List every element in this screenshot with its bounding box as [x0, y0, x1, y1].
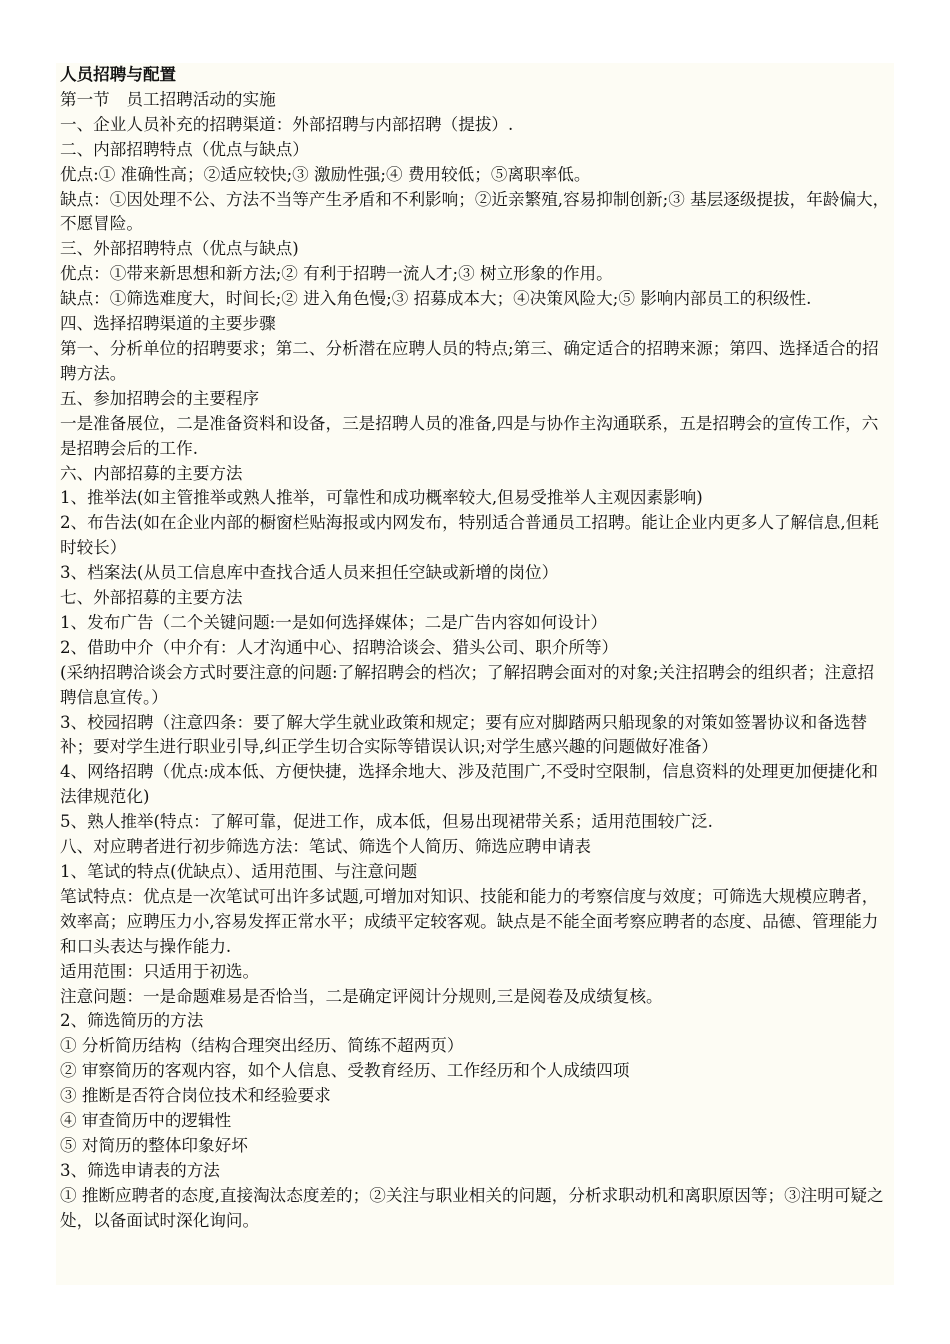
document-paragraph: 第一节 员工招聘活动的实施: [60, 89, 276, 109]
document-paragraph: 优点:① 准确性高；②适应较快;③ 激励性强;④ 费用较低；⑤离职率低。: [60, 164, 591, 184]
document-paragraph: 二、内部招聘特点（优点与缺点）: [60, 139, 309, 159]
document-paragraph: 七、外部招募的主要方法: [60, 588, 243, 608]
document-title: 人员招聘与配置: [60, 65, 177, 84]
document-paragraph: 2、布告法(如在企业内部的橱窗栏贴海报或内网发布，特别适合普通员工招聘。能让企业内更多人了解信息,但耗时较长）: [60, 513, 879, 558]
document-paragraph: 1、推举法(如主管推举或熟人推举，可靠性和成功概率较大,但易受推举人主观因素影响): [60, 488, 703, 508]
document-paragraph: 八、对应聘者进行初步筛选方法：笔试、筛选个人简历、筛选应聘申请表: [60, 837, 591, 857]
document-paragraph: 4、网络招聘（优点:成本低、方便快捷，选择余地大、涉及范围广,不受时空限制，信息资料的处理更加便捷化和法律规范化): [60, 762, 878, 807]
document-paragraph: ② 审察简历的客观内容，如个人信息、受教育经历、工作经历和个人成绩四项: [60, 1061, 630, 1081]
document-paragraph: 笔试特点：优点是一次笔试可出许多试题,可增加对知识、技能和能力的考察信度与效度；可筛选大规模应聘者，效率高；应聘压力小,容易发挥正常水平；成绩平定较客观。缺点是不能全面考察应聘者的态度、品德、管理能力和口头表达与操作能力.: [60, 886, 879, 956]
document-paragraph: 五、参加招聘会的主要程序: [60, 388, 260, 408]
document-paragraph: 3、档案法(从员工信息库中查找合适人员来担任空缺或新增的岗位）: [60, 563, 559, 583]
document-paragraph: 注意问题：一是命题难易是否恰当，二是确定评阅计分规则,三是阅卷及成绩复核。: [60, 986, 663, 1006]
document-paragraph: 3、校园招聘（注意四条：要了解大学生就业政策和规定；要有应对脚踏两只船现象的对策如签署协议和备选替补；要对学生进行职业引导,纠正学生切合实际等错误认识;对学生感兴趣的问题做好准备）: [60, 712, 868, 757]
document-paragraph: 1、笔试的特点(优缺点）、适用范围、与注意问题: [60, 862, 418, 881]
document-paragraph: ① 分析简历结构（结构合理突出经历、简练不超两页）: [60, 1036, 464, 1056]
document-page: [56, 63, 894, 1285]
document-paragraph: 3、筛选申请表的方法: [60, 1160, 220, 1180]
document-paragraph: (采纳招聘洽谈会方式时要注意的问题:了解招聘会的档次；了解招聘会面对的对象;关注招聘会的组织者；注意招聘信息宣传。）: [60, 662, 875, 707]
document-paragraph: ⑤ 对简历的整体印象好坏: [60, 1135, 248, 1155]
document-paragraph: 第一、分析单位的招聘要求；第二、分析潜在应聘人员的特点;第三、确定适合的招聘来源；第四、选择适合的招聘方法。: [60, 338, 879, 383]
document-paragraph: 四、选择招聘渠道的主要步骤: [60, 314, 276, 334]
document-paragraph: ④ 审查简历中的逻辑性: [60, 1111, 232, 1131]
document-paragraph: ① 推断应聘者的态度,直接淘汰态度差的；②关注与职业相关的问题，分析求职动机和离职原因等；③注明可疑之处，以备面试时深化询问。: [60, 1185, 884, 1230]
document-paragraph: 缺点：①筛选难度大，时间长;② 进入角色慢;③ 招募成本大；④决策风险大;⑤ 影响内部员工的积级性.: [60, 289, 812, 309]
document-paragraph: 三、外部招聘特点（优点与缺点): [60, 239, 299, 259]
document-body: [60, 88, 890, 1234]
document-paragraph: 5、熟人推举(特点：了解可靠，促进工作，成本低，但易出现裙带关系；适用范围较广泛.: [60, 812, 713, 832]
document-paragraph: 一、企业人员补充的招聘渠道：外部招聘与内部招聘（提拔）.: [60, 114, 514, 134]
document-paragraph: 适用范围：只适用于初选。: [60, 961, 260, 981]
document-paragraph: 2、筛选简历的方法: [60, 1011, 204, 1031]
document-paragraph: ③ 推断是否符合岗位技术和经验要求: [60, 1086, 331, 1106]
document-paragraph: 缺点：①因处理不公、方法不当等产生矛盾和不利影响；②近亲繁殖,容易抑制创新;③ 基层逐级提拔，年龄偏大，不愿冒险。: [60, 189, 890, 234]
document-paragraph: 六、内部招募的主要方法: [60, 463, 243, 483]
document-paragraph: 优点：①带来新思想和新方法;② 有利于招聘一流人才;③ 树立形象的作用。: [60, 264, 613, 284]
document-paragraph: 一是准备展位，二是准备资料和设备，三是招聘人员的准备,四是与协作主沟通联系，五是招聘会的宣传工作，六是招聘会后的工作.: [60, 413, 879, 458]
document-paragraph: 1、发布广告（二个关键问题:一是如何选择媒体；二是广告内容如何设计）: [60, 612, 608, 632]
document-paragraph: 2、借助中介（中介有：人才沟通中心、招聘洽谈会、猎头公司、职介所等）: [60, 637, 619, 657]
